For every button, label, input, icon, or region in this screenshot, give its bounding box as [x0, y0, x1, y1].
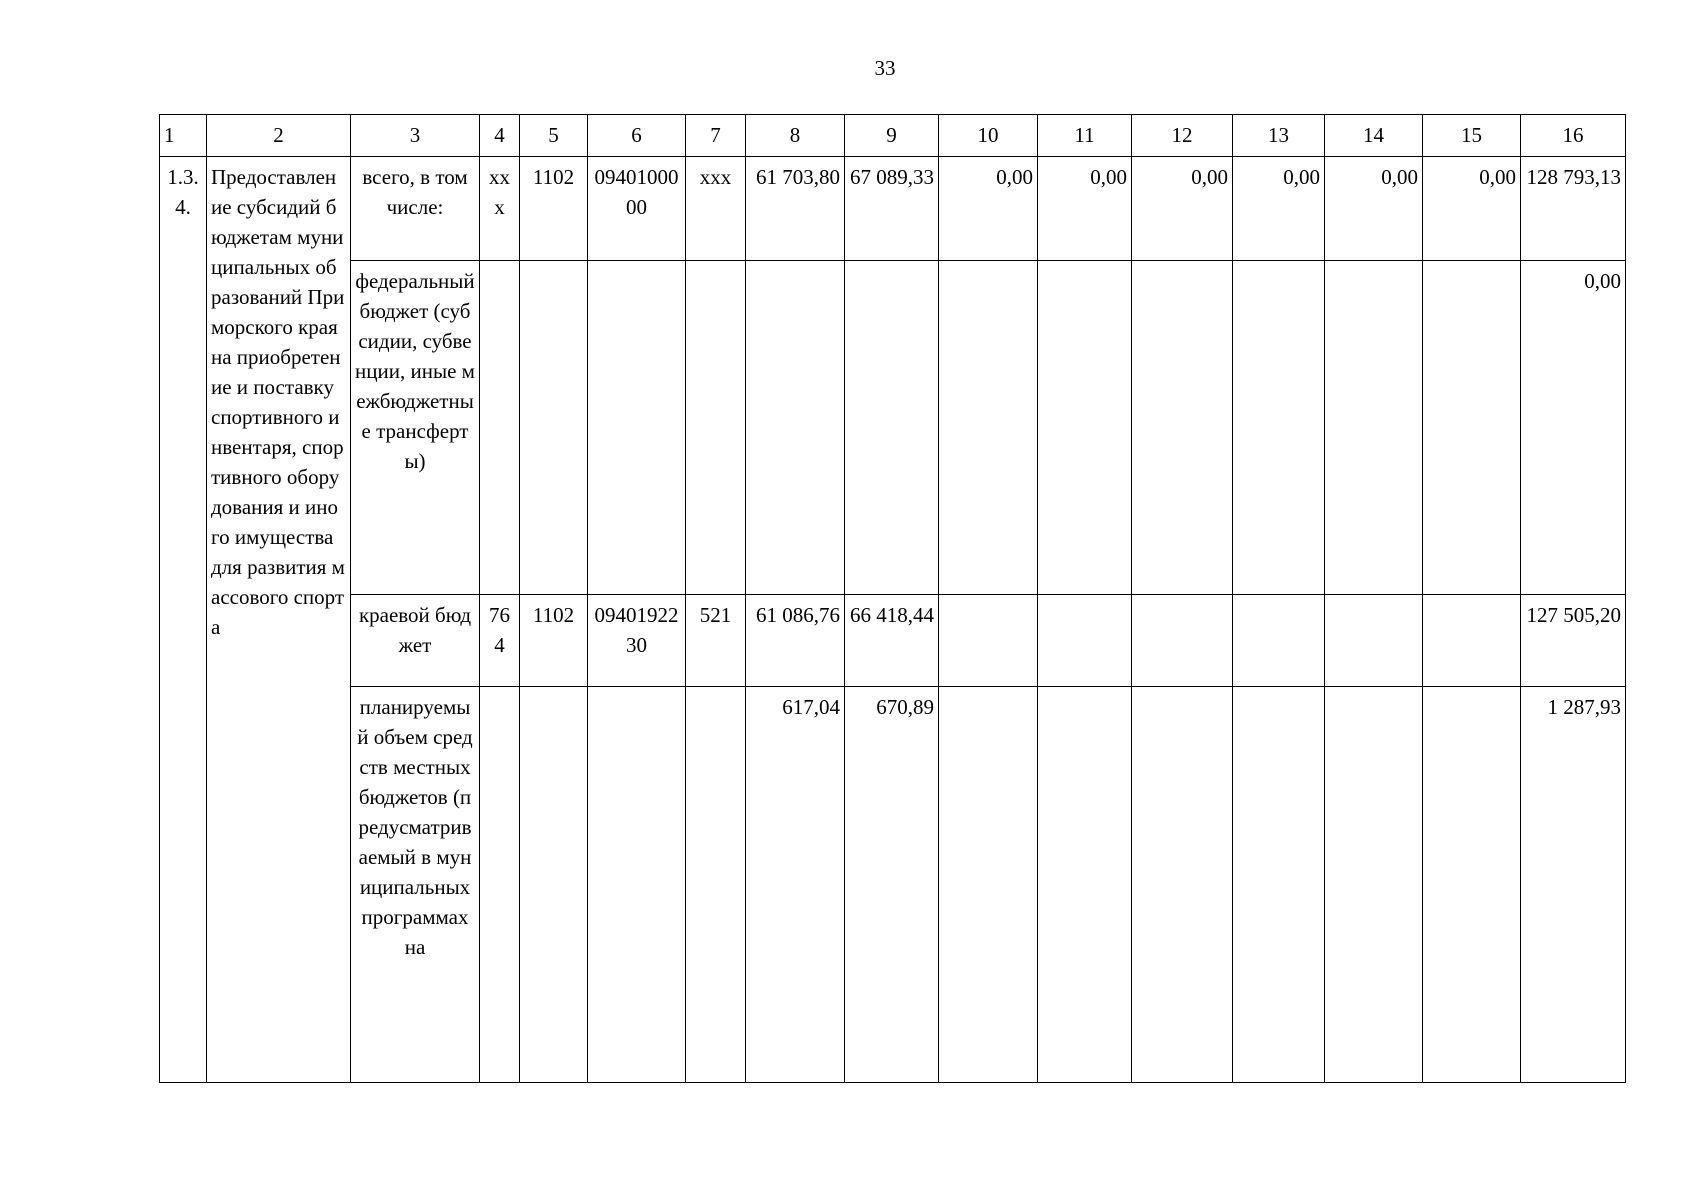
- cell: 617,04: [746, 687, 845, 1083]
- table-row: [160, 157, 1626, 261]
- cell: [480, 261, 520, 595]
- cell: 0940192230: [588, 595, 686, 687]
- cell: 670,89: [845, 687, 939, 1083]
- column-header: 6: [588, 115, 686, 157]
- cell: 521: [686, 595, 746, 687]
- cell: [1423, 261, 1521, 595]
- cell: [520, 687, 588, 1083]
- cell: [1233, 687, 1325, 1083]
- funding-source: федеральный бюджет (субсидии, субвенции, иные межбюджетные трансферты): [351, 261, 480, 595]
- budget-table: [159, 114, 1626, 1083]
- cell: [1233, 261, 1325, 595]
- cell: 128 793,13: [1521, 157, 1626, 261]
- cell: [1325, 261, 1423, 595]
- cell: [1423, 595, 1521, 687]
- cell: 61 703,80: [746, 157, 845, 261]
- funding-source: краевой бюджет: [351, 595, 480, 687]
- table-row: [160, 687, 1626, 1083]
- cell: [1325, 687, 1423, 1083]
- cell: [588, 261, 686, 595]
- cell: 0,00: [1038, 157, 1132, 261]
- cell: 0,00: [1325, 157, 1423, 261]
- cell: 0,00: [1423, 157, 1521, 261]
- cell: [939, 261, 1038, 595]
- column-header: 4: [480, 115, 520, 157]
- cell: 1 287,93: [1521, 687, 1626, 1083]
- cell: 67 089,33: [845, 157, 939, 261]
- column-header: 9: [845, 115, 939, 157]
- cell: 764: [480, 595, 520, 687]
- cell: xxx: [686, 157, 746, 261]
- cell: [588, 687, 686, 1083]
- cell: 0,00: [1521, 261, 1626, 595]
- cell: 61 086,76: [746, 595, 845, 687]
- cell: 0,00: [939, 157, 1038, 261]
- cell: 127 505,20: [1521, 595, 1626, 687]
- column-header: 1: [160, 115, 207, 157]
- cell: 0,00: [1132, 157, 1233, 261]
- cell: [1132, 595, 1233, 687]
- cell: 0940100000: [588, 157, 686, 261]
- cell: [686, 261, 746, 595]
- cell: [686, 687, 746, 1083]
- column-header: 10: [939, 115, 1038, 157]
- cell: [939, 687, 1038, 1083]
- column-header: 2: [207, 115, 351, 157]
- cell: [1038, 595, 1132, 687]
- cell: [1132, 687, 1233, 1083]
- cell: [1423, 687, 1521, 1083]
- cell: xxx: [480, 157, 520, 261]
- page-number: 33: [874, 56, 896, 80]
- column-header: 13: [1233, 115, 1325, 157]
- column-header: 3: [351, 115, 480, 157]
- row-name: Предоставление субсидий бюджетам муниципальных образований Приморского края на приобретение и поставку спортивного инвентаря, спортивного оборудования и иного имущества для развития массового спорта: [207, 157, 351, 1083]
- column-header: 14: [1325, 115, 1423, 157]
- cell: [1325, 595, 1423, 687]
- funding-source: всего, в том числе:: [351, 157, 480, 261]
- column-header: 16: [1521, 115, 1626, 157]
- cell: [1132, 261, 1233, 595]
- cell: 1102: [520, 157, 588, 261]
- funding-source: планируемый объем средств местных бюджетов (предусматриваемый в муниципальных программах на: [351, 687, 480, 1083]
- table-row: [160, 261, 1626, 595]
- cell: [480, 687, 520, 1083]
- cell: [845, 261, 939, 595]
- cell: [1038, 261, 1132, 595]
- table-row: [160, 595, 1626, 687]
- cell: [939, 595, 1038, 687]
- column-header: 5: [520, 115, 588, 157]
- column-header: 15: [1423, 115, 1521, 157]
- cell: [746, 261, 845, 595]
- header-row: [160, 115, 1626, 157]
- cell: [1038, 687, 1132, 1083]
- column-header: 8: [746, 115, 845, 157]
- column-header: 12: [1132, 115, 1233, 157]
- cell: 1102: [520, 595, 588, 687]
- cell: 0,00: [1233, 157, 1325, 261]
- cell: [1233, 595, 1325, 687]
- row-number: 1.3.4.: [160, 157, 207, 1083]
- column-header: 11: [1038, 115, 1132, 157]
- cell: [520, 261, 588, 595]
- cell: 66 418,44: [845, 595, 939, 687]
- column-header: 7: [686, 115, 746, 157]
